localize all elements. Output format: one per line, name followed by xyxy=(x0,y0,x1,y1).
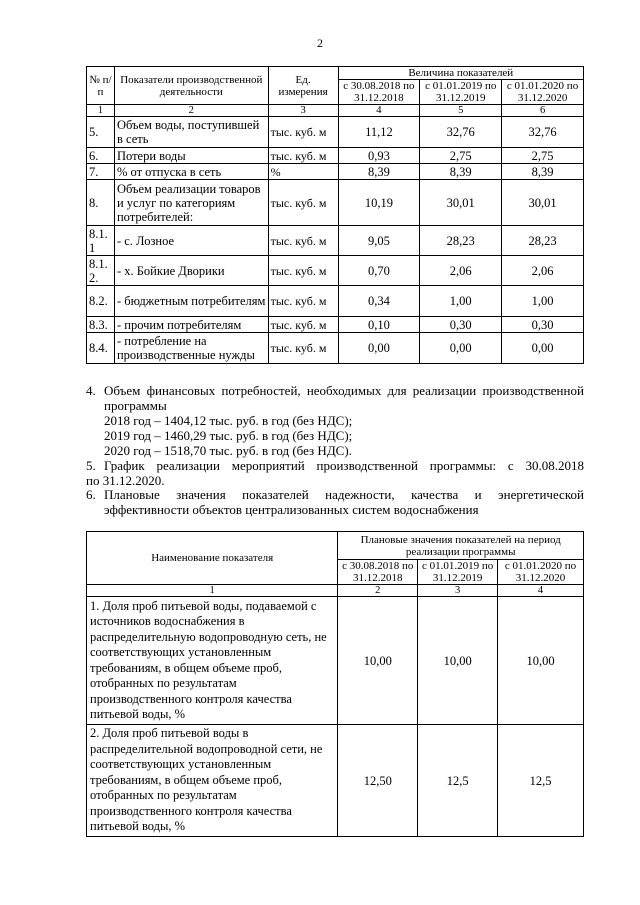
row-value: 32,76 xyxy=(420,117,502,148)
row-value: 28,23 xyxy=(502,226,584,256)
table-row xyxy=(87,180,584,226)
header-planned-values: Плановые значения показателей на период реализации программы xyxy=(338,532,584,560)
column-index: 5 xyxy=(420,105,502,117)
word: энергетической xyxy=(498,487,584,502)
table-row xyxy=(87,148,584,164)
section-4-financial-needs xyxy=(86,383,584,458)
table-row xyxy=(87,117,584,148)
column-index: 4 xyxy=(338,105,420,117)
word: значения xyxy=(176,487,226,502)
word: производственной xyxy=(316,458,419,473)
row-number: 5. xyxy=(87,117,115,148)
row-value: 10,00 xyxy=(418,597,498,725)
financial-item: 2018 год – 1404,12 тыс. руб. в год (без НДС); xyxy=(104,413,353,428)
row-indicator: 1. Доля проб питьевой воды, подаваемой с источников водоснабжения в распределительную водопроводную сеть, не соответствующих установленным требованиям, в общем объеме проб, отобранных по результатам производственного контроля качества питьевой воды, % xyxy=(87,597,338,725)
row-indicator: - х. Бойкие Дворики xyxy=(114,256,268,286)
row-value: 0,10 xyxy=(338,317,420,333)
row-unit: тыс. куб. м xyxy=(268,256,338,286)
header-indicator: Показатели производственной деятельности xyxy=(114,67,268,105)
table-row xyxy=(87,226,584,256)
row-value: 0,00 xyxy=(338,333,420,364)
table-row xyxy=(87,597,584,725)
header-period: с 01.01.2020 по 31.12.2020 xyxy=(498,560,584,585)
table-row xyxy=(87,164,584,180)
row-value: 10,00 xyxy=(498,597,584,725)
word: финансовых xyxy=(146,383,216,398)
row-value: 0,70 xyxy=(338,256,420,286)
table-row xyxy=(87,317,584,333)
word: 30.08.2018 xyxy=(525,458,584,473)
word: потребностей, xyxy=(221,383,301,398)
row-value: 10,19 xyxy=(338,180,420,226)
row-indicator: Объем реализации товаров и услуг по категориям потребителей: xyxy=(114,180,268,226)
word: 5. График xyxy=(86,458,145,473)
row-number: 8.3. xyxy=(87,317,115,333)
section-number: 5. xyxy=(86,458,96,473)
word: для xyxy=(387,383,407,398)
paragraph-continuation: по 31.12.2020. xyxy=(86,473,165,488)
row-indicator: - прочим потребителям xyxy=(114,317,268,333)
header-period: с 01.01.2019 по 31.12.2019 xyxy=(420,80,502,105)
row-number: 8. xyxy=(87,180,115,226)
production-indicators-table xyxy=(86,66,584,364)
row-number: 6. xyxy=(87,148,115,164)
row-unit: тыс. куб. м xyxy=(268,317,338,333)
financial-item: 2019 год – 1460,29 тыс. руб. в год (без НДС); xyxy=(104,428,353,443)
section-5-schedule xyxy=(86,458,584,488)
row-indicator: Потери воды xyxy=(114,148,268,164)
row-indicator: - потребление на производственные нужды xyxy=(114,333,268,364)
column-index: 1 xyxy=(87,585,338,597)
row-value: 12,5 xyxy=(418,725,498,837)
row-value: 0,00 xyxy=(420,333,502,364)
row-value: 11,12 xyxy=(338,117,420,148)
column-index: 3 xyxy=(268,105,338,117)
column-index: 4 xyxy=(498,585,584,597)
row-indicator: - с. Лозное xyxy=(114,226,268,256)
row-value: 0,34 xyxy=(338,286,420,317)
row-value: 8,39 xyxy=(502,164,584,180)
word: необходимых xyxy=(306,383,382,398)
word: и xyxy=(474,487,482,502)
column-index: 2 xyxy=(338,585,418,597)
row-unit: тыс. куб. м xyxy=(268,226,338,256)
section-number: 6. xyxy=(86,487,96,502)
row-indicator: % от отпуска в сеть xyxy=(114,164,268,180)
row-value: 1,00 xyxy=(502,286,584,317)
justified-line xyxy=(86,383,584,398)
column-index: 6 xyxy=(502,105,584,117)
header-period: с 30.08.2018 по 31.12.2018 xyxy=(338,80,420,105)
table-header-row xyxy=(87,67,584,80)
column-index: 2 xyxy=(114,105,268,117)
row-unit: тыс. куб. м xyxy=(268,286,338,317)
row-number: 8.4. xyxy=(87,333,115,364)
table-row xyxy=(87,256,584,286)
header-values: Величина показателей xyxy=(338,67,583,80)
row-value: 8,39 xyxy=(338,164,420,180)
row-number: 8.2. xyxy=(87,286,115,317)
column-index-row xyxy=(87,105,584,117)
row-value: 0,93 xyxy=(338,148,420,164)
row-unit: % xyxy=(268,164,338,180)
row-value: 12,5 xyxy=(498,725,584,837)
table-row xyxy=(87,725,584,837)
row-number: 7. xyxy=(87,164,115,180)
row-value: 32,76 xyxy=(502,117,584,148)
row-unit: тыс. куб. м xyxy=(268,333,338,364)
row-value: 2,06 xyxy=(420,256,502,286)
page-number: 2 xyxy=(317,36,323,50)
row-indicator: 2. Доля проб питьевой воды в распределительной водопроводной сети, не соответствующих установленным требованиям, в общем объеме проб, отобранных по результатам производственного контроля качества питьевой воды, % xyxy=(87,725,338,837)
row-unit: тыс. куб. м xyxy=(268,148,338,164)
row-number: 8.1. 1 xyxy=(87,226,115,256)
word: 6. Плановые xyxy=(86,487,160,502)
row-unit: тыс. куб. м xyxy=(268,117,338,148)
word: качества xyxy=(411,487,459,502)
word: 4. Объем xyxy=(86,383,141,398)
row-indicator: - бюджетным потребителям xyxy=(114,286,268,317)
table-row xyxy=(87,286,584,317)
word: программы: xyxy=(429,458,497,473)
row-value: 30,01 xyxy=(420,180,502,226)
financial-item: 2020 год – 1518,70 тыс. руб. в год (без НДС). xyxy=(104,443,352,458)
row-indicator: Объем воды, поступившей в сеть xyxy=(114,117,268,148)
word: показателей xyxy=(242,487,309,502)
row-value: 28,23 xyxy=(420,226,502,256)
justified-line xyxy=(86,487,584,502)
row-value: 12,50 xyxy=(338,725,418,837)
header-number: № п/п xyxy=(87,67,115,105)
row-value: 1,00 xyxy=(420,286,502,317)
header-period: с 01.01.2020 по 31.12.2020 xyxy=(502,80,584,105)
section-6-planned-values xyxy=(86,487,584,517)
column-index: 1 xyxy=(87,105,115,117)
row-value: 0,30 xyxy=(502,317,584,333)
row-value: 9,05 xyxy=(338,226,420,256)
table-header-row xyxy=(87,532,584,560)
row-number: 8.1. 2. xyxy=(87,256,115,286)
row-value: 2,75 xyxy=(502,148,584,164)
row-value: 0,00 xyxy=(502,333,584,364)
column-index-row xyxy=(87,585,584,597)
reliability-indicators-table xyxy=(86,531,584,837)
header-unit: Ед. измерения xyxy=(268,67,338,105)
row-value: 30,01 xyxy=(502,180,584,226)
row-value: 8,39 xyxy=(420,164,502,180)
justified-line xyxy=(86,458,584,473)
header-period: с 30.08.2018 по 31.12.2018 xyxy=(338,560,418,585)
word: мероприятий xyxy=(231,458,305,473)
header-indicator-name: Наименование показателя xyxy=(87,532,338,585)
row-value: 10,00 xyxy=(338,597,418,725)
row-value: 2,06 xyxy=(502,256,584,286)
paragraph-continuation: программы xyxy=(104,398,167,413)
word: производственной xyxy=(482,383,584,398)
row-unit: тыс. куб. м xyxy=(268,180,338,226)
word: реализации xyxy=(156,458,220,473)
section-number: 4. xyxy=(86,383,96,398)
word: с xyxy=(507,458,514,473)
table-row xyxy=(87,333,584,364)
row-value: 0,30 xyxy=(420,317,502,333)
word: надежности, xyxy=(325,487,395,502)
column-index: 3 xyxy=(418,585,498,597)
word: реализации xyxy=(412,383,477,398)
row-value: 2,75 xyxy=(420,148,502,164)
paragraph-continuation: эффективности объектов централизованных систем водоснабжения xyxy=(104,502,479,517)
header-period: с 01.01.2019 по 31.12.2019 xyxy=(418,560,498,585)
